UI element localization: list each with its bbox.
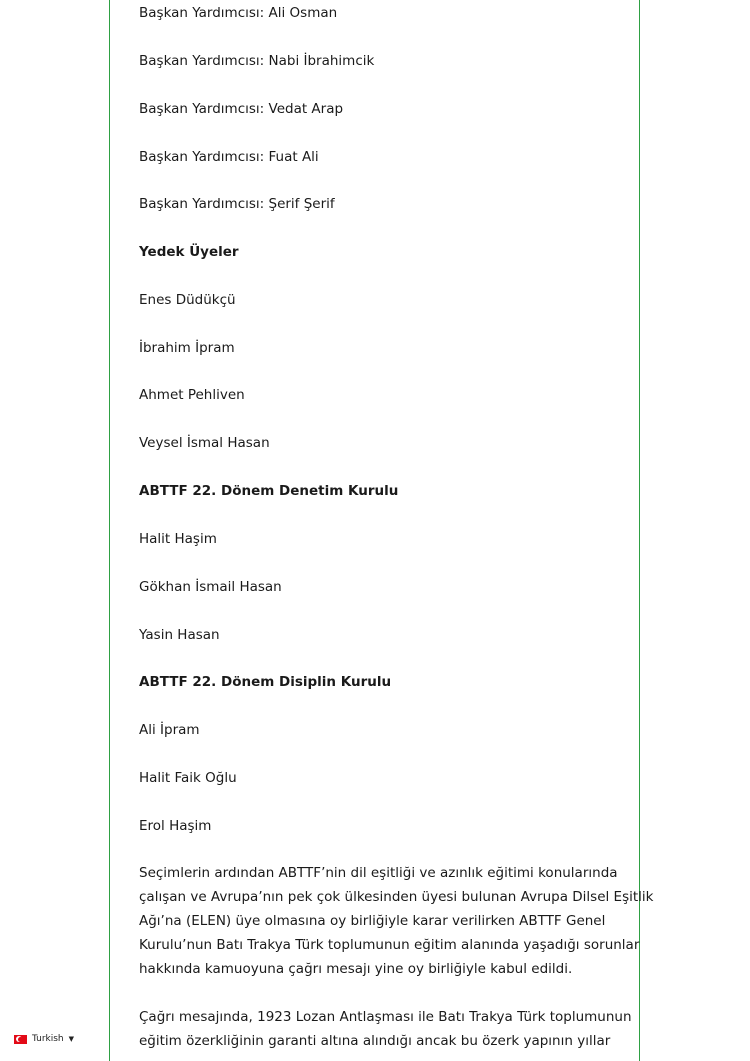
paragraph-line: Kurulu’nun Batı Trakya Türk toplumunun eğitim alanında yaşadığı sorunlar xyxy=(139,937,640,953)
text-line: Başkan Yardımcısı: Fuat Ali xyxy=(139,149,319,165)
paragraph-line: Ağı’na (ELEN) üye olmasına oy birliğiyle karar verilirken ABTTF Genel xyxy=(139,913,606,929)
text-line: Gökhan İsmail Hasan xyxy=(139,579,282,595)
language-selector[interactable] xyxy=(14,1032,74,1046)
text-line: Ali İpram xyxy=(139,722,200,738)
text-line: Erol Haşim xyxy=(139,818,212,834)
language-label: Turkish xyxy=(32,1034,64,1044)
text-line: Başkan Yardımcısı: Vedat Arap xyxy=(139,101,344,117)
text-line: İbrahim İpram xyxy=(139,340,235,356)
section-heading: ABTTF 22. Dönem Denetim Kurulu xyxy=(139,483,399,499)
text-line: Halit Haşim xyxy=(139,531,217,547)
paragraph-line: çalışan ve Avrupa’nın pek çok ülkesinden üyesi bulunan Avrupa Dilsel Eşitlik xyxy=(139,889,654,905)
turkey-flag-icon xyxy=(14,1035,27,1044)
text-line: Halit Faik Oğlu xyxy=(139,770,237,786)
chevron-down-icon: ▼ xyxy=(68,1035,75,1043)
paragraph xyxy=(139,1005,632,1053)
text-line: Yasin Hasan xyxy=(139,627,220,643)
section-heading: ABTTF 22. Dönem Disiplin Kurulu xyxy=(139,674,392,690)
text-line: Veysel İsmal Hasan xyxy=(139,435,270,451)
text-line: Başkan Yardımcısı: Şerif Şerif xyxy=(139,196,335,212)
text-line: Ahmet Pehliven xyxy=(139,387,245,403)
text-line: Başkan Yardımcısı: Nabi İbrahimcik xyxy=(139,53,375,69)
text-line: Başkan Yardımcısı: Ali Osman xyxy=(139,5,338,21)
paragraph-line: hakkında kamuoyuna çağrı mesajı yine oy birliğiyle kabul edildi. xyxy=(139,961,573,977)
paragraph xyxy=(139,861,654,981)
paragraph-line: eğitim özerkliğinin garanti altına alındığı ancak bu özerk yapının yıllar xyxy=(139,1033,611,1049)
section-heading: Yedek Üyeler xyxy=(139,244,239,260)
paragraph-line: Çağrı mesajında, 1923 Lozan Antlaşması ile Batı Trakya Türk toplumunun xyxy=(139,1009,632,1025)
paragraph-line: Seçimlerin ardından ABTTF’nin dil eşitliği ve azınlık eğitimi konularında xyxy=(139,865,618,881)
text-line: Enes Düdükçü xyxy=(139,292,236,308)
article-column xyxy=(109,0,654,1061)
